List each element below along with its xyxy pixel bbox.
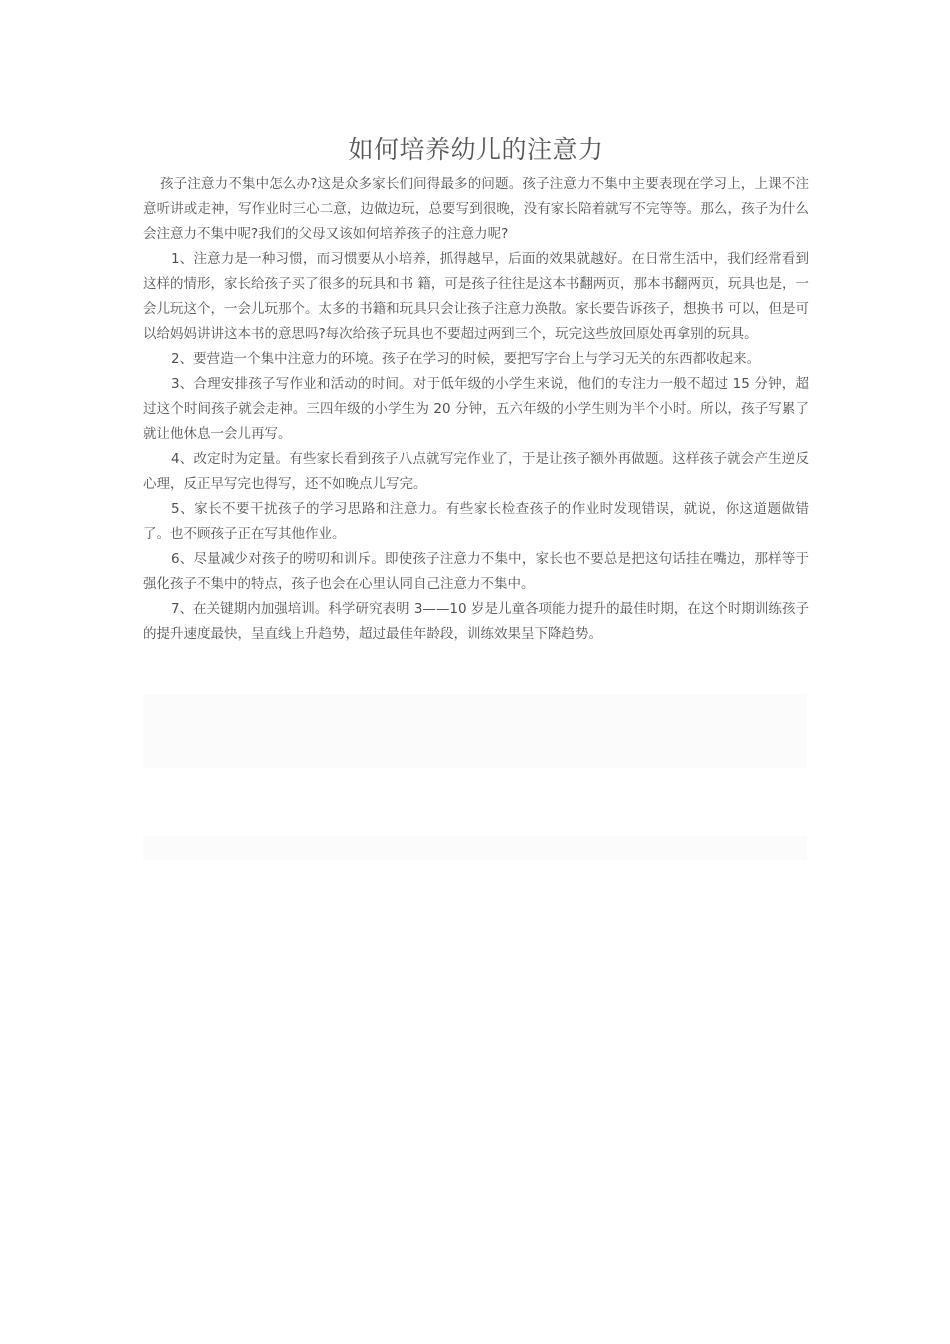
blank-content-strip — [143, 836, 807, 860]
document-title: 如何培养幼儿的注意力 — [348, 135, 604, 164]
document-page — [143, 128, 809, 647]
tip-paragraph-1: 1、注意力是一种习惯，而习惯要从小培养，抓得越早，后面的效果就越好。在日常生活中，我们经常看到这样的情形，家长给孩子买了很多的玩具和书 籍，可是孩子往往是这本书翻两页，那本书翻两页，玩具也是，一会儿玩这个，一会儿玩那个。太多的书籍和玩具只会让孩子注意力涣散。家长要告诉孩子，想换书 可以，但是可以给妈妈讲讲这本书的意思吗?每次给孩子玩具也不要超过两到三个，玩完这些放回原处再拿别的玩具。 — [143, 251, 809, 342]
tip-paragraph-7: 7、在关键期内加强培训。科学研究表明 3——10 岁是儿童各项能力提升的最佳时期，在这个时期训练孩子的提升速度最快，呈直线上升趋势，超过最佳年龄段，训练效果呈下降趋势。 — [143, 601, 809, 642]
tip-paragraph-3: 3、合理安排孩子写作业和活动的时间。对于低年级的小学生来说，他们的专注力一般不超过 15 分钟，超过这个时间孩子就会走神。三四年级的小学生为 20 分钟，五六年级的小学生则为半个小时。所以，孩子写累了就让他休息一会儿再写。 — [143, 376, 809, 442]
intro-paragraph: 孩子注意力不集中怎么办?这是众多家长们问得最多的问题。孩子注意力不集中主要表现在学习上，上课不注意听讲或走神，写作业时三心二意，边做边玩，总要写到很晚，没有家长陪着就写不完等等。那么，孩子为什么会注意力不集中呢?我们的父母又该如何培养孩子的注意力呢? — [143, 176, 809, 242]
tip-paragraph-4: 4、改定时为定量。有些家长看到孩子八点就写完作业了，于是让孩子额外再做题。这样孩子就会产生逆反心理，反正早写完也得写，还不如晚点儿写完。 — [143, 451, 809, 492]
blank-content-block — [143, 694, 807, 768]
tip-paragraph-6: 6、尽量减少对孩子的唠叨和训斥。即使孩子注意力不集中，家长也不要总是把这句话挂在嘴边，那样等于强化孩子不集中的特点，孩子也会在心里认同自己注意力不集中。 — [143, 551, 809, 592]
tip-paragraph-2: 2、要营造一个集中注意力的环境。孩子在学习的时候，要把写字台上与学习无关的东西都收起来。 — [171, 351, 761, 367]
tip-paragraph-5: 5、家长不要干扰孩子的学习思路和注意力。有些家长检查孩子的作业时发现错误，就说，你这道题做错了。也不顾孩子正在写其他作业。 — [143, 501, 809, 542]
